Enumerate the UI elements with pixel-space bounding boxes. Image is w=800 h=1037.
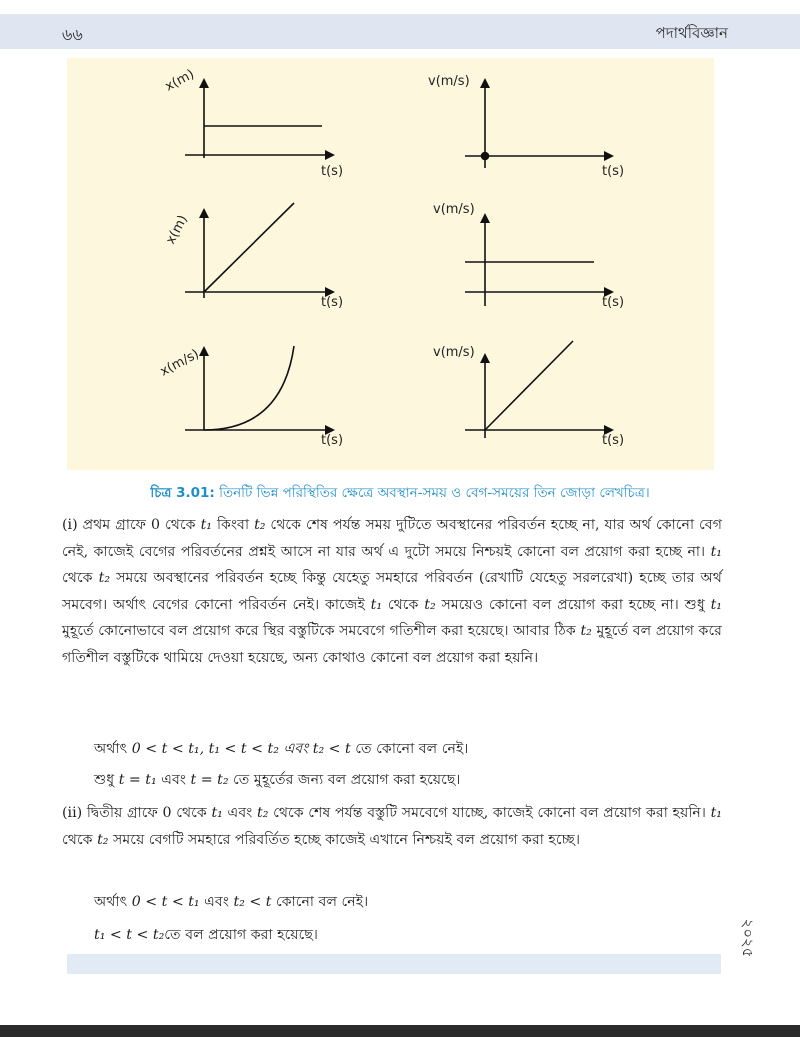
math-line-2 bbox=[94, 768, 734, 792]
text-span: কিংবা bbox=[211, 517, 255, 533]
text-span: সময়েও কোনো বল প্রয়োগ করা হচ্ছে না। শুধু bbox=[435, 596, 711, 613]
graph-2-xlabel: t(s) bbox=[602, 164, 625, 179]
graph-4-xlabel: t(s) bbox=[602, 295, 625, 310]
math-symbol: t₁ bbox=[710, 805, 722, 821]
math-expression: t₂ < t bbox=[233, 894, 272, 910]
text-span: তে বল প্রয়োগ করা হয়েছে। bbox=[164, 927, 318, 943]
math-line-3 bbox=[94, 890, 734, 914]
text-span: এবং bbox=[199, 894, 234, 910]
text-span: মুহূর্তে কোনোভাবে বল প্রয়োগ করে স্থির বস্তুটিকে সমবেগে গতিশীল করা হয়েছে। আবার ঠিক bbox=[62, 623, 581, 639]
graph-1 bbox=[185, 80, 333, 158]
side-page-number: ২০২৫ bbox=[739, 918, 757, 958]
math-line-1 bbox=[94, 737, 734, 761]
page-header bbox=[0, 14, 800, 49]
text-span: মুহূর্তে বল প্রয়োগ করে গতিশীল বস্তুটিকে থামিয়ে দেওয়া হয়েছে, অন্য কোথাও কোনো বল প্রয়োগ করা হয়নি। bbox=[62, 623, 722, 666]
footer-bar bbox=[67, 954, 721, 974]
bottom-edge bbox=[0, 1025, 800, 1037]
text-span: কোনো বল নেই। bbox=[271, 894, 369, 910]
graph-6-xlabel: t(s) bbox=[602, 433, 625, 448]
text-span: এবং bbox=[156, 772, 191, 788]
math-expression: 0 < t < t₁, t₁ < t < t₂ এবং t₂ < t bbox=[131, 741, 351, 757]
graph-4 bbox=[465, 215, 612, 306]
math-expression: t = t₁ bbox=[118, 772, 157, 788]
text-span: (ii) দ্বিতীয় গ্রাফে 0 থেকে bbox=[62, 805, 212, 821]
paragraph-1 bbox=[62, 512, 722, 671]
text-span: এবং bbox=[222, 805, 257, 821]
math-line-4 bbox=[94, 923, 734, 947]
graph-5-xlabel: t(s) bbox=[321, 433, 344, 448]
text-span: অর্থাৎ bbox=[94, 741, 132, 757]
graph-2 bbox=[465, 80, 612, 168]
math-symbol: t₁ bbox=[710, 543, 722, 560]
graph-1-xlabel: t(s) bbox=[321, 164, 344, 179]
graph-6 bbox=[465, 341, 612, 438]
math-symbol: t₂ bbox=[98, 570, 111, 586]
caption-text: তিনটি ভিন্ন পরিস্থিতির ক্ষেত্রে অবস্থান-সময় ও বেগ-সময়ের তিন জোড়া লেখচিত্র। bbox=[214, 485, 650, 501]
graph-3 bbox=[185, 203, 333, 298]
math-symbol: t₁ bbox=[200, 517, 212, 533]
graph-1-ylabel: x(m) bbox=[162, 66, 197, 95]
figure-caption bbox=[0, 482, 800, 505]
text-span: থেকে bbox=[62, 570, 99, 586]
text-span: (i) প্রথম গ্রাফে 0 থেকে bbox=[62, 517, 201, 533]
caption-label: চিত্র 3.01: bbox=[150, 485, 215, 501]
math-expression: t = t₂ bbox=[190, 772, 229, 788]
math-expression: 0 < t < t₁ bbox=[131, 894, 200, 910]
math-symbol: t₂ bbox=[257, 805, 269, 821]
text-span: থেকে bbox=[382, 596, 425, 613]
text-span: সময়ে বেগটি সমহারে পরিবর্তিত হচ্ছে কাজেই এখানে নিশ্চয়ই বল প্রয়োগ করা হচ্ছে। bbox=[108, 831, 581, 848]
graph-6-ylabel: v(m/s) bbox=[433, 345, 475, 360]
text-span: তে মুহূর্তের জন্য বল প্রয়োগ করা হয়েছে। bbox=[228, 772, 461, 788]
paragraph-2 bbox=[62, 800, 722, 853]
math-symbol: t₂ bbox=[580, 623, 592, 639]
graphs-figure bbox=[67, 58, 714, 470]
book-title: পদার্থবিজ্ঞান bbox=[655, 24, 728, 42]
text-span: শুধু bbox=[94, 772, 119, 788]
page-number: ৬৬ bbox=[62, 25, 83, 44]
text-span: সময়ে অবস্থানের পরিবর্তন হচ্ছে কিন্তু যেহেতু সমহারে পরিবর্তন (রেখাটি যেহেতু সরলরেখা) হচ্ছে তার অর্থ সমবেগ। অর্থাৎ বেগের কোনো পরিবর্তন নেই। কাজেই bbox=[62, 570, 722, 613]
math-symbol: t₂ bbox=[254, 517, 266, 533]
text-span: থেকে bbox=[62, 831, 98, 848]
figure-panel bbox=[67, 58, 714, 470]
math-symbol: t₁ bbox=[370, 596, 383, 613]
math-symbol: t₁ bbox=[211, 805, 223, 821]
math-symbol: t₂ bbox=[424, 596, 436, 613]
math-expression: t₁ < t < t₂ bbox=[94, 927, 165, 943]
graph-2-ylabel: v(m/s) bbox=[428, 74, 470, 89]
graph-5 bbox=[185, 346, 333, 430]
math-symbol: t₂ bbox=[97, 831, 109, 848]
graph-3-xlabel: t(s) bbox=[321, 295, 344, 310]
math-symbol: t₁ bbox=[710, 596, 722, 613]
text-span: থেকে শেষ পর্যন্ত সময় দুটিতে অবস্থানের পরিবর্তন হচ্ছে না, যার অর্থ কোনো বেগ নেই, কাজেই বেগের পরিবর্তনের প্রশ্নই আসে না যার অর্থ এ দুটো সময়ে নিশ্চয়ই কোনো বল প্রয়োগ করা হচ্ছে না। bbox=[62, 517, 722, 560]
graph-4-ylabel: v(m/s) bbox=[433, 202, 475, 217]
graph-5-ylabel: x(m/s) bbox=[157, 346, 202, 380]
text-span: থেকে শেষ পর্যন্ত বস্তুটি সমবেগে যাচ্ছে, কাজেই কোনো বল প্রয়োগ করা হয়নি। bbox=[268, 805, 711, 821]
text-span: তে কোনো বল নেই। bbox=[350, 741, 469, 757]
graph-3-ylabel: x(m) bbox=[163, 212, 191, 247]
text-span: অর্থাৎ bbox=[94, 894, 132, 910]
